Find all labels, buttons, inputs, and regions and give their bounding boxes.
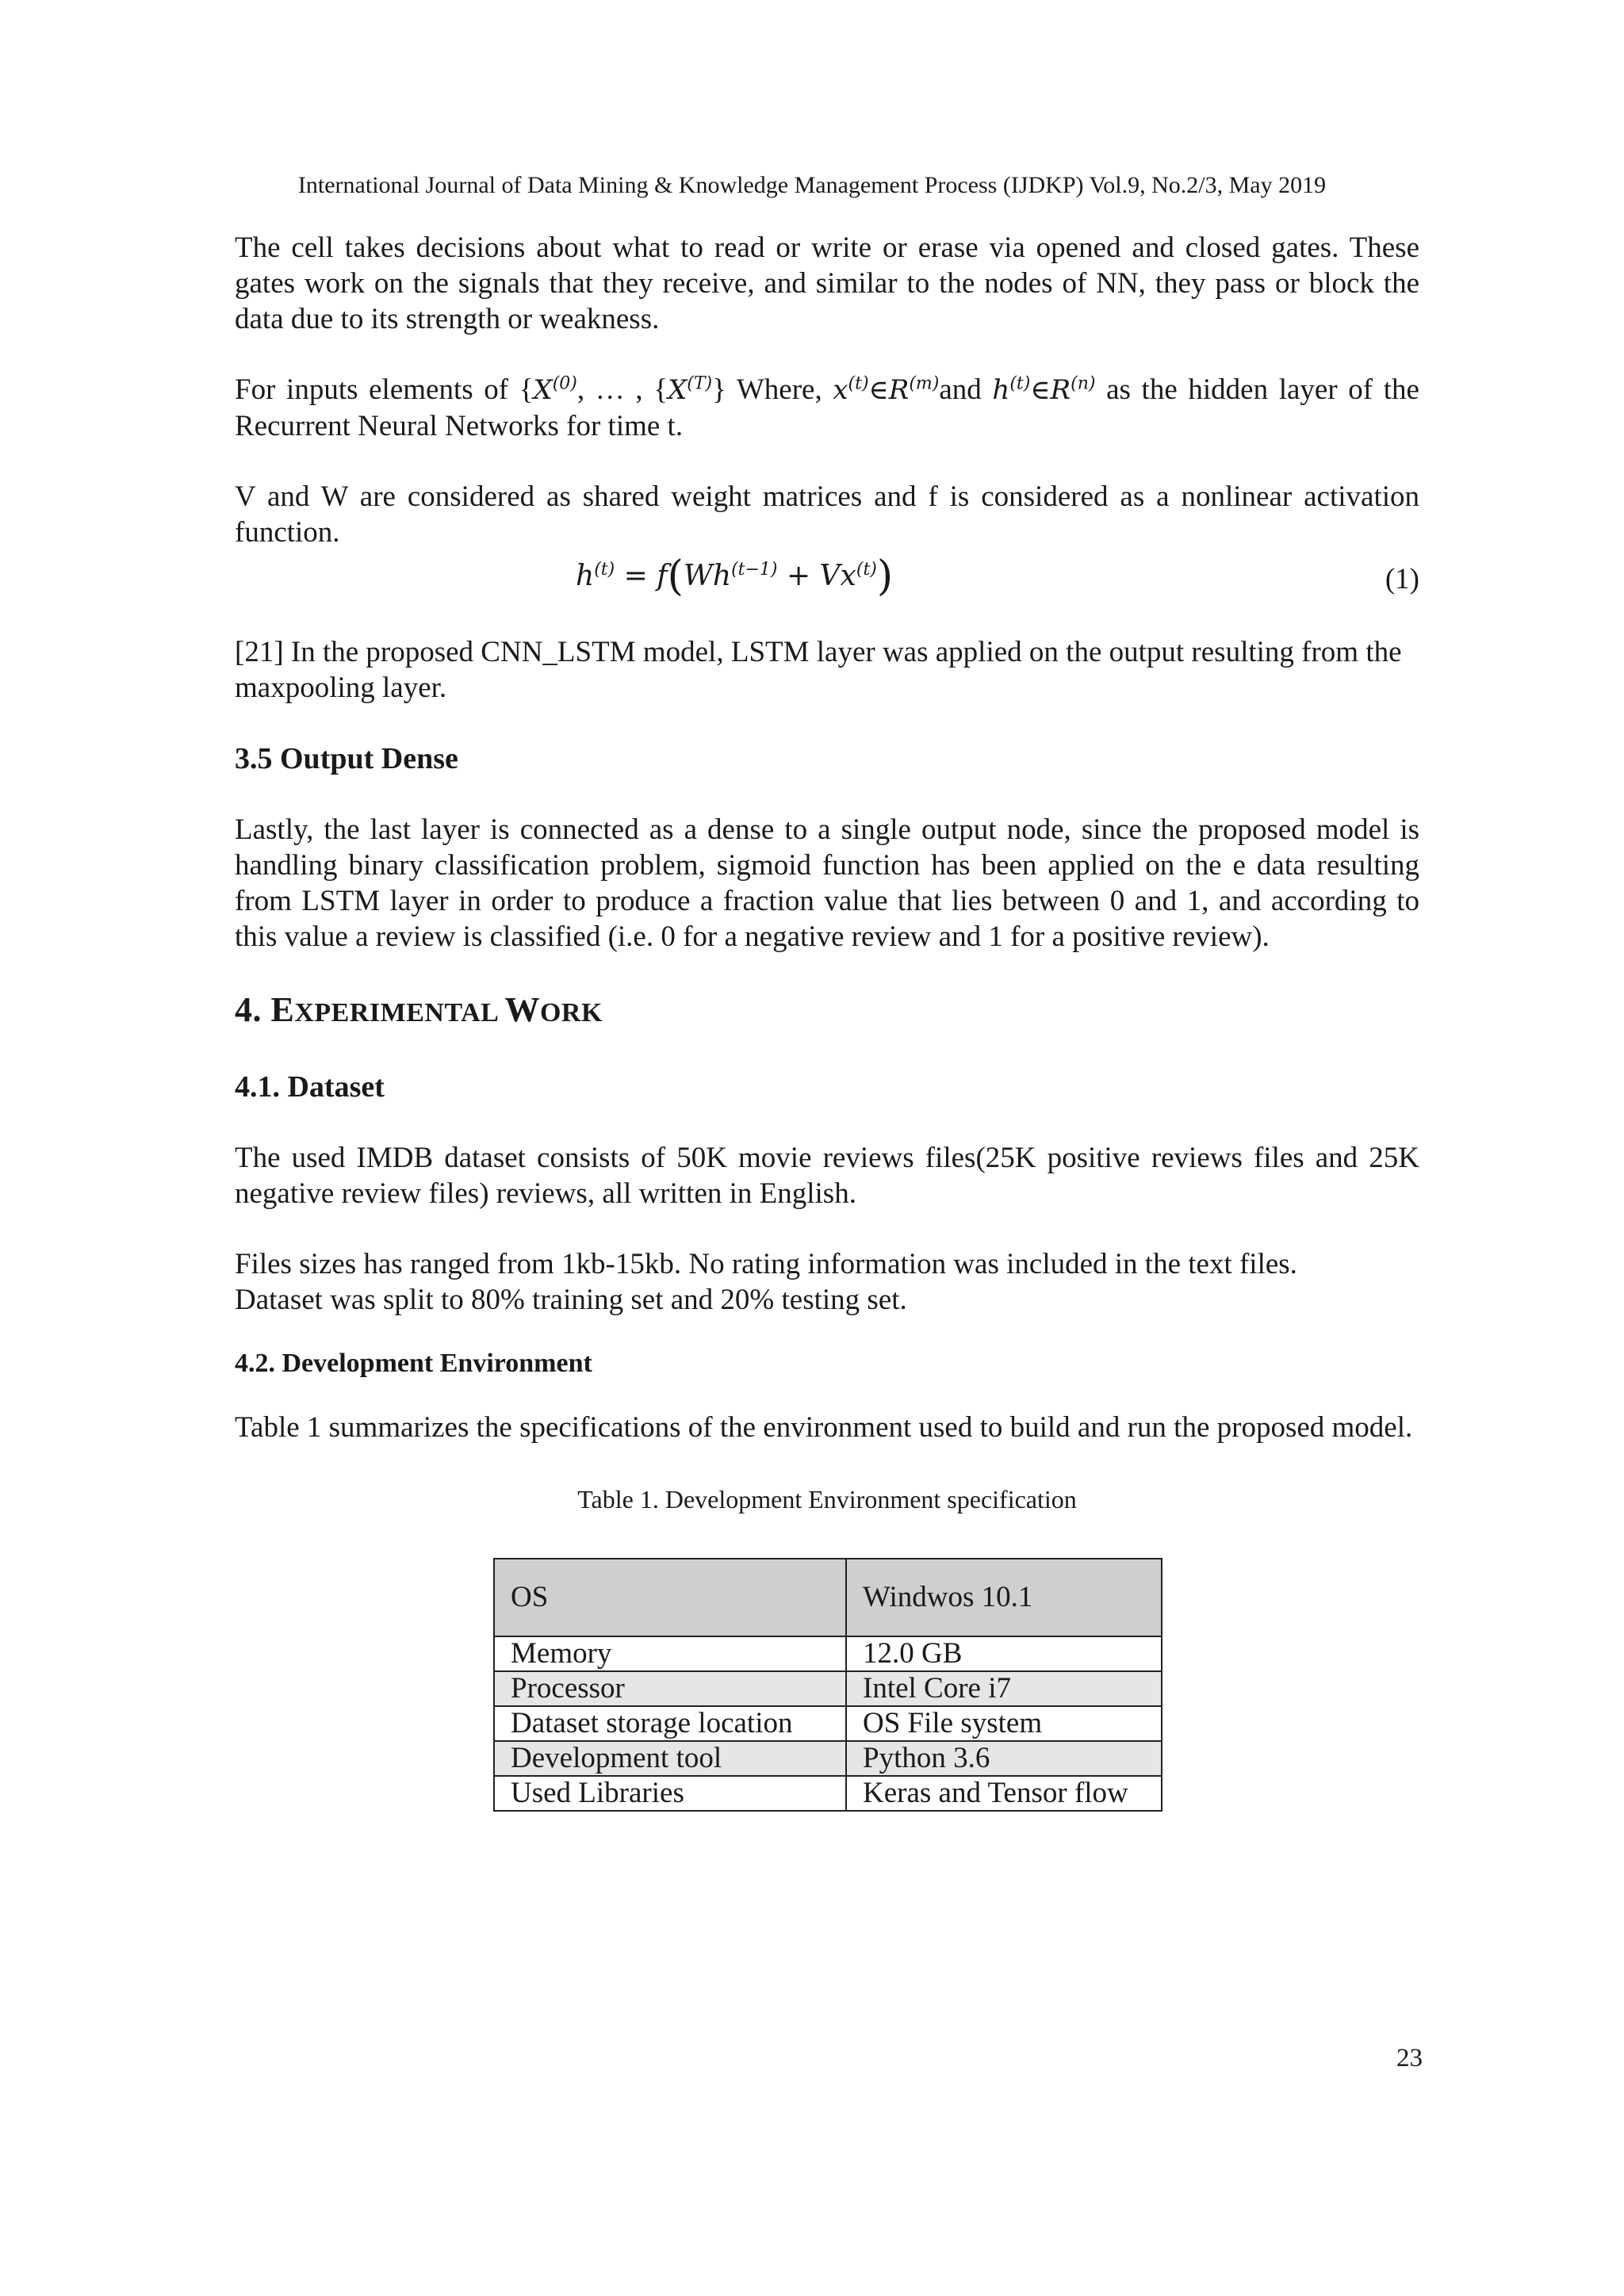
math-xt	[833, 374, 939, 406]
table-row	[494, 1741, 1162, 1776]
heading-part: XPERIMENTAL	[294, 998, 505, 1027]
table-cell-key: Processor	[494, 1671, 846, 1706]
table-cell-value: Python 3.6	[846, 1741, 1162, 1776]
eq-paren: (	[667, 553, 684, 600]
eq-term: h	[576, 560, 595, 592]
table-cell-key: Used Libraries	[494, 1776, 846, 1811]
table-row	[494, 1776, 1162, 1811]
math-superscript: (n)	[1071, 373, 1096, 394]
table-cell-key: OS	[494, 1559, 846, 1636]
eq-superscript: (t)	[856, 560, 877, 580]
table-cell-key: Dataset storage location	[494, 1706, 846, 1741]
eq-superscript: (t−1)	[731, 560, 778, 580]
table-cell-value: OS File system	[846, 1706, 1162, 1741]
math-symbol: ∈R	[1030, 374, 1071, 406]
eq-term: = f	[615, 560, 668, 592]
heading-part: ORK	[539, 998, 603, 1027]
eq-superscript: (t)	[594, 560, 615, 580]
heading-part: 4.	[235, 990, 271, 1029]
text-segment: and	[939, 373, 993, 406]
heading-part: W	[504, 990, 540, 1029]
math-symbol: X	[668, 374, 688, 406]
paragraph-file-sizes: Files sizes has ranged from 1kb-15kb. No rating information was included in the text files.	[235, 1248, 1297, 1280]
paragraph-weights: V and W are considered as shared weight matrices and f is considered as a nonlinear activation function.	[235, 480, 1419, 549]
heading-4-2: 4.2. Development Environment	[235, 1349, 592, 1378]
math-superscript: (t)	[1009, 373, 1031, 394]
heading-4	[235, 989, 1419, 1034]
table-cell-value: Keras and Tensor flow	[846, 1776, 1162, 1811]
math-symbol: X	[533, 374, 553, 406]
math-superscript: (0)	[552, 373, 577, 394]
equation-1	[235, 553, 1419, 609]
table-cell-value: Windwos 10.1	[846, 1559, 1162, 1636]
journal-header: International Journal of Data Mining & Knowledge Management Process (IJDKP) Vol.9, No.2/3, May 2019	[297, 172, 1327, 198]
eq-paren: )	[876, 553, 894, 600]
paragraph-cell-gates: The cell takes decisions about what to read or write or erase via opened and closed gates. These gates work on the signals that they receive, and similar to the nodes of NN, they pass or block the data due to its strength or weakness.	[235, 232, 1419, 335]
heading-3-5: 3.5 Output Dense	[235, 742, 458, 775]
eq-term: + Vx	[777, 560, 856, 592]
math-symbol: h	[992, 374, 1010, 406]
table-cell-value: Intel Core i7	[846, 1671, 1162, 1706]
text-segment: } Where,	[712, 373, 833, 406]
table-cell-key: Memory	[494, 1636, 846, 1671]
table-row	[494, 1636, 1162, 1671]
math-superscript: (T)	[687, 373, 713, 394]
text-segment: For inputs elements of {	[235, 373, 534, 406]
math-symbol: x	[833, 374, 848, 406]
math-xT	[668, 374, 712, 406]
table-caption: Table 1. Development Environment specification	[577, 1485, 1077, 1513]
text-segment: , … , {	[576, 373, 668, 406]
heading-4-1: 4.1. Dataset	[235, 1070, 385, 1104]
eq-term: Wh	[683, 560, 732, 592]
paragraph-split: Dataset was split to 80% training set and 20% testing set.	[235, 1284, 907, 1316]
table-row	[494, 1706, 1162, 1741]
math-symbol: ∈R	[868, 374, 910, 406]
equation-body	[576, 553, 894, 600]
table-cell-key: Development tool	[494, 1741, 846, 1776]
equation-number: (1)	[1385, 563, 1419, 595]
page-number: 23	[1396, 2044, 1423, 2072]
paragraph-output-dense: Lastly, the last layer is connected as a dense to a single output node, since the proposed model is handling binary classification problem, sigmoid function has been applied on the e data resulting from LSTM layer in order to produce a fraction value that lies between 0 and 1, and according to this value a review is classified (i.e. 0 for a negative review and 1 for a positive review).	[235, 813, 1419, 953]
math-x0	[534, 374, 577, 406]
math-ht	[992, 374, 1095, 406]
table-row	[494, 1559, 1162, 1636]
page-body	[235, 230, 1419, 1812]
math-superscript: (t)	[848, 373, 869, 394]
table-row	[494, 1671, 1162, 1706]
paragraph-cnn-lstm: [21] In the proposed CNN_LSTM model, LSTM layer was applied on the output resulting from the maxpooling layer.	[235, 636, 1402, 704]
text-segment: as the hidden layer of the Recurrent Neural Networks for time t.	[235, 373, 1419, 442]
table-cell-value: 12.0 GB	[846, 1636, 1162, 1671]
paragraph-dataset: The used IMDB dataset consists of 50K movie reviews files(25K positive reviews files and 25K negative review files) reviews, all written in English.	[235, 1142, 1419, 1210]
math-superscript: (m)	[909, 373, 940, 394]
paragraph-table-intro: Table 1 summarizes the specifications of the environment used to build and run the proposed model.	[235, 1411, 1413, 1444]
spec-table	[493, 1558, 1162, 1812]
paragraph-inputs	[235, 372, 1419, 444]
heading-part: E	[270, 990, 295, 1029]
